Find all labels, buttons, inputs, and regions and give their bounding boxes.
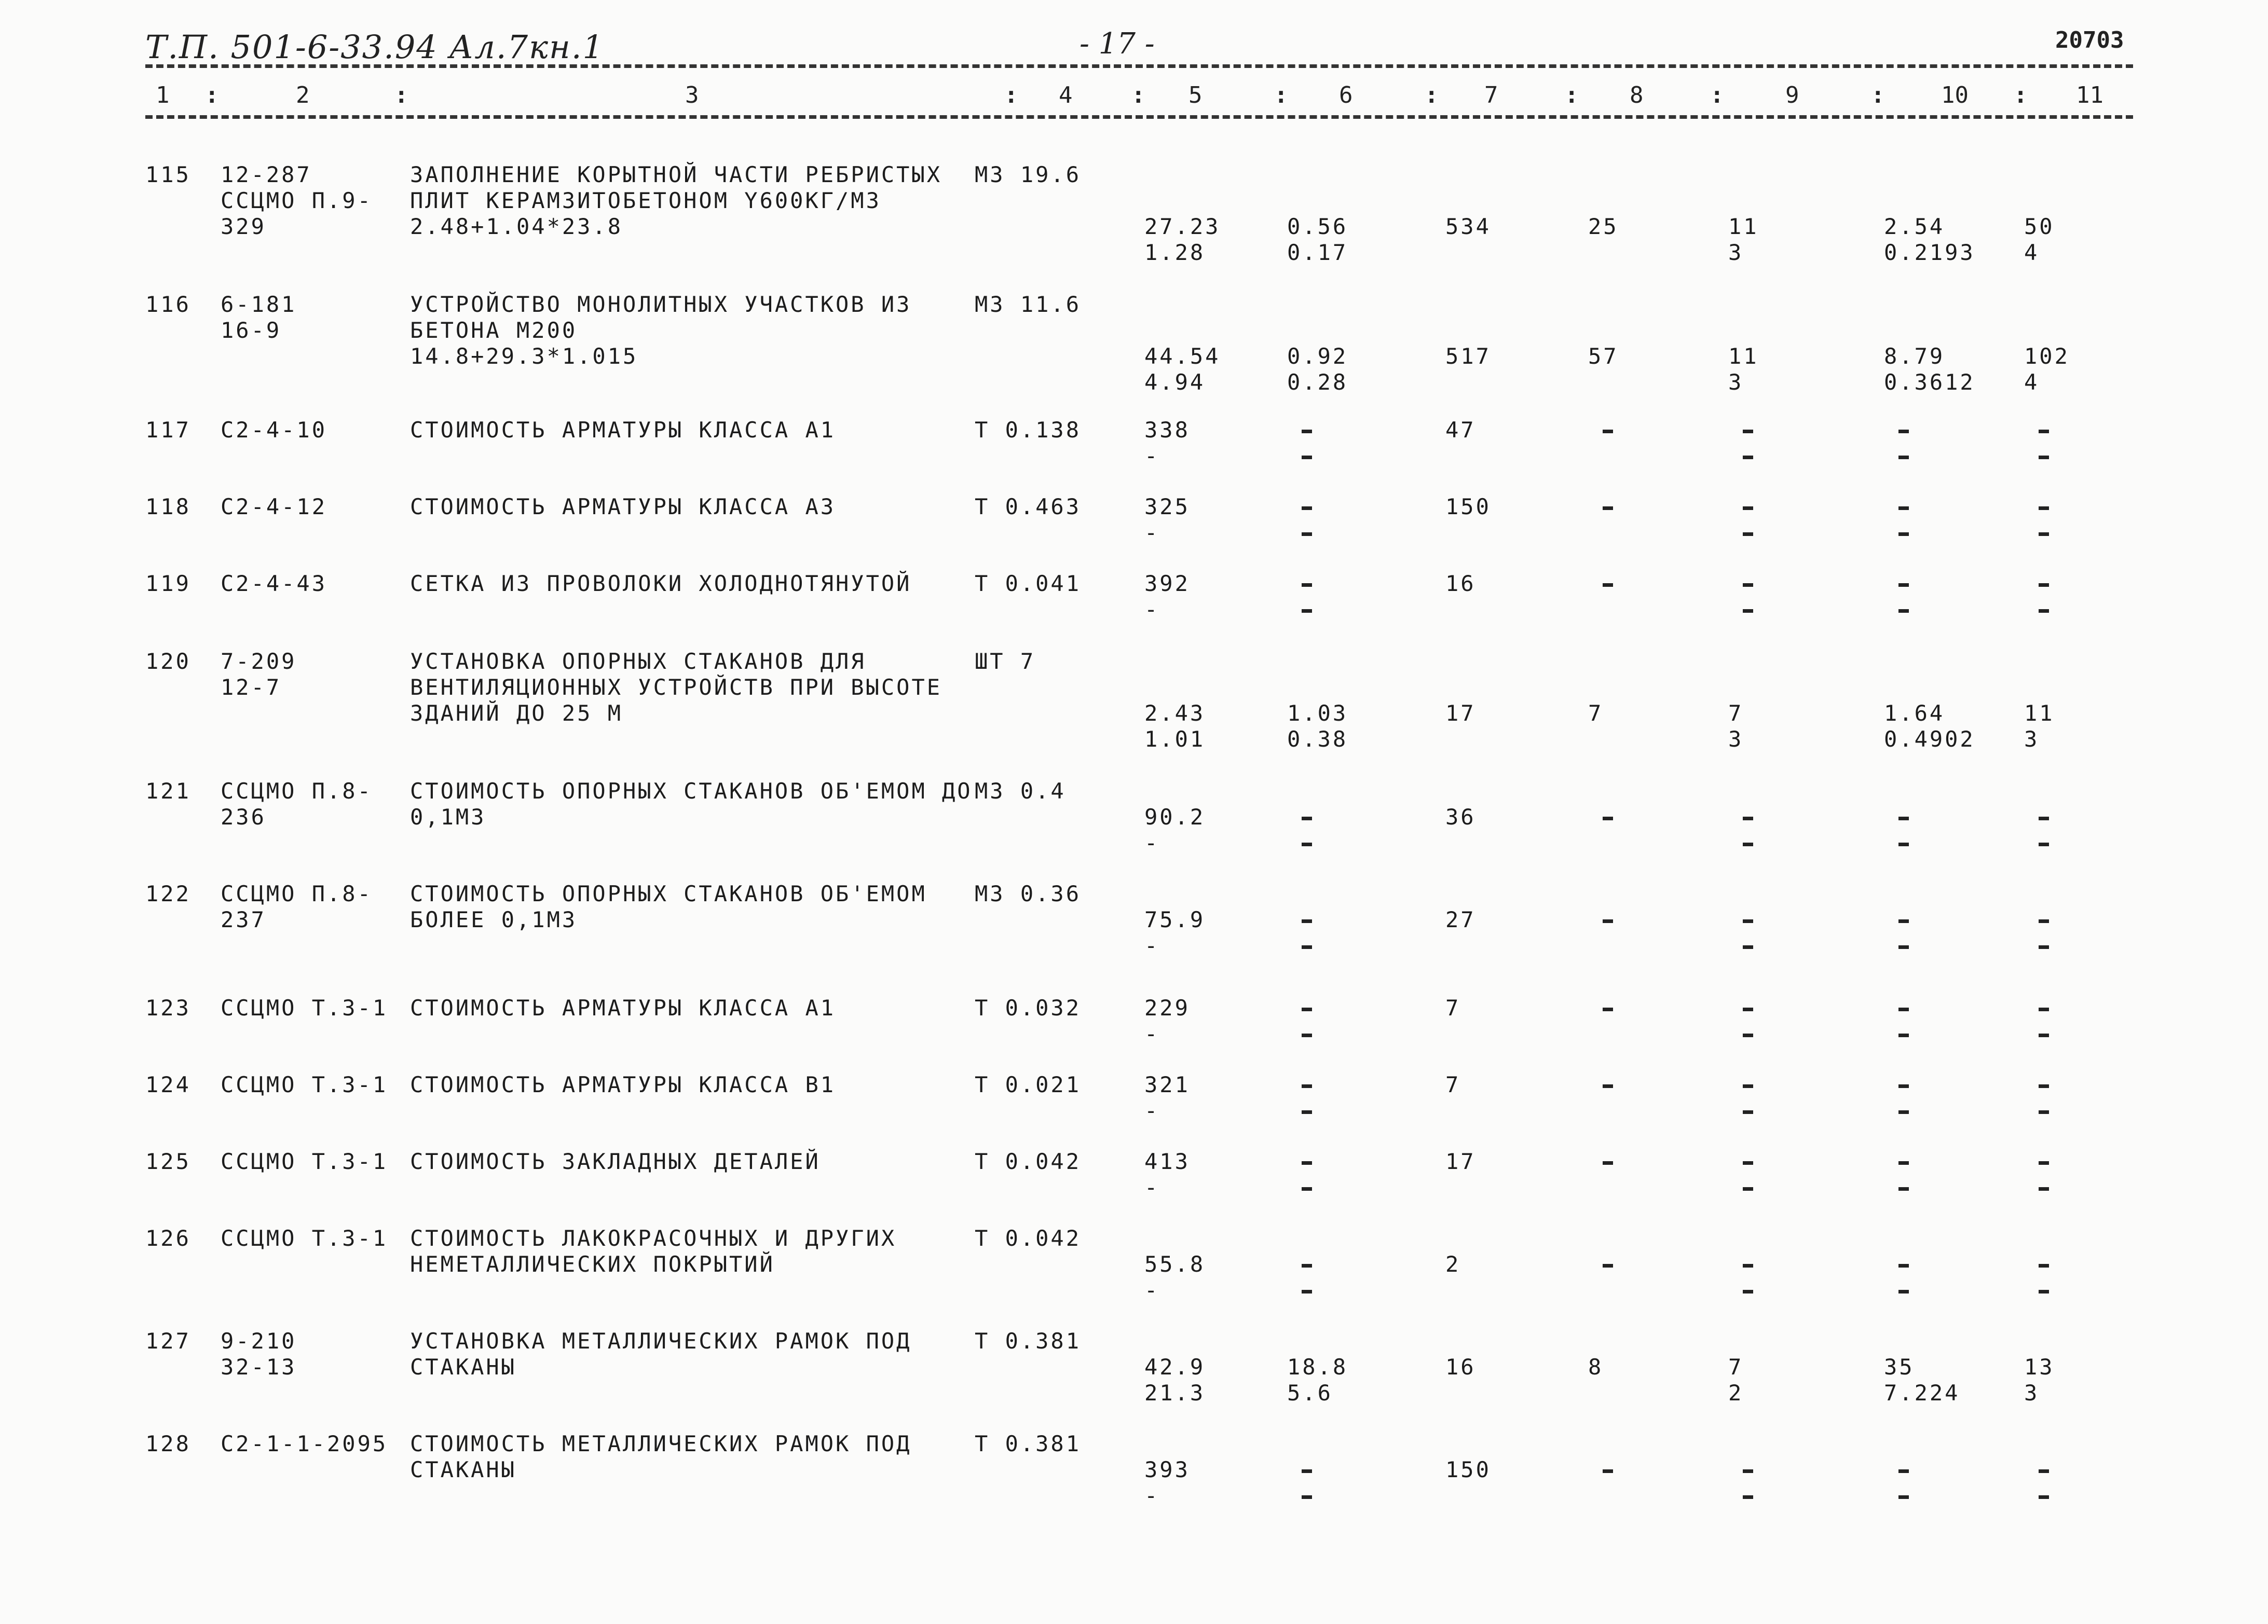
dash-mark <box>2039 430 2049 433</box>
column-separator: : <box>1425 82 1439 108</box>
dash-mark <box>1743 1495 1753 1499</box>
cell-c11: 50 4 <box>2024 214 2055 265</box>
cell-c9: 11 3 <box>1728 214 1759 265</box>
dash-mark <box>1898 532 1909 536</box>
cell-no: 122 <box>145 881 191 906</box>
dash-mark <box>2039 1110 2049 1114</box>
dash-mark <box>1302 919 1312 923</box>
cell-c7: 534 <box>1445 214 1491 239</box>
cell-desc: СТОИМОСТЬ МЕТАЛЛИЧЕСКИХ РАМОК ПОД СТАКАНЫ <box>410 1431 912 1482</box>
column-separator: : <box>2014 82 2028 108</box>
cell-unit: Т 0.463 <box>975 494 1082 519</box>
cell-c7: 2 <box>1445 1251 1461 1277</box>
column-number-6: 6 <box>1339 82 1353 108</box>
dash-mark <box>1743 1469 1753 1473</box>
cell-no: 119 <box>145 571 191 596</box>
dash-mark <box>1743 456 1753 459</box>
dash-mark <box>1898 609 1909 613</box>
column-separator: : <box>1565 82 1579 108</box>
column-number-10: 10 <box>1941 82 1969 108</box>
cell-code: С2-1-1-2095 <box>221 1431 388 1456</box>
cell-c7: 150 <box>1445 494 1491 519</box>
cell-c5: 44.54 4.94 <box>1144 343 1221 395</box>
dash-mark <box>1898 817 1909 820</box>
dash-mark <box>1743 945 1753 949</box>
cell-desc: СТОИМОСТЬ АРМАТУРЫ КЛАССА В1 <box>410 1072 836 1097</box>
cell-c5: 55.8 - <box>1144 1251 1206 1303</box>
cell-c5: 229 - <box>1144 995 1190 1047</box>
cell-no: 127 <box>145 1328 191 1354</box>
cell-c6: 0.92 0.28 <box>1287 343 1348 395</box>
dash-mark <box>1898 1034 1909 1037</box>
cell-desc: СТОИМОСТЬ ОПОРНЫХ СТАКАНОВ ОБ'ЕМОМ БОЛЕЕ 0,1М3 <box>410 881 927 932</box>
dash-mark <box>1743 843 1753 846</box>
dash-mark <box>2039 1084 2049 1088</box>
cell-code: С2-4-10 <box>221 417 327 443</box>
dash-mark <box>2039 1034 2049 1037</box>
dash-mark <box>1743 506 1753 510</box>
column-separator: : <box>205 82 219 108</box>
dash-mark <box>2039 945 2049 949</box>
dash-mark <box>1302 506 1312 510</box>
dash-mark <box>1898 1290 1909 1293</box>
cell-c8: 8 <box>1588 1354 1604 1380</box>
dash-mark <box>1302 945 1312 949</box>
column-number-5: 5 <box>1188 82 1203 108</box>
cell-desc: ЗАПОЛНЕНИЕ КОРЫТНОЙ ЧАСТИ РЕБРИСТЫХ ПЛИТ КЕРАМЗИТОБЕТОНОМ Y600КГ/М3 2.48+1.04*23.8 <box>410 162 942 239</box>
dash-mark <box>1302 1008 1312 1011</box>
cell-code: С2-4-43 <box>221 571 327 596</box>
dash-mark <box>1302 1161 1312 1165</box>
cell-desc: СТОИМОСТЬ АРМАТУРЫ КЛАССА А1 <box>410 995 836 1021</box>
dash-mark <box>1743 1110 1753 1114</box>
cell-c6: 0.56 0.17 <box>1287 214 1348 265</box>
cell-desc: УСТРОЙСТВО МОНОЛИТНЫХ УЧАСТКОВ ИЗ БЕТОНА М200 14.8+29.3*1.015 <box>410 292 912 369</box>
dash-mark <box>1302 1495 1312 1499</box>
cell-desc: СТОИМОСТЬ ОПОРНЫХ СТАКАНОВ ОБ'ЕМОМ ДО 0,1М3 <box>410 778 973 830</box>
cell-no: 126 <box>145 1226 191 1251</box>
cell-desc: СТОИМОСТЬ АРМАТУРЫ КЛАССА А1 <box>410 417 836 443</box>
dash-mark <box>1603 583 1613 587</box>
cell-no: 120 <box>145 649 191 674</box>
cell-code: С2-4-12 <box>221 494 327 519</box>
table-row <box>0 162 2268 265</box>
dash-mark <box>1302 532 1312 536</box>
dash-mark <box>1603 506 1613 510</box>
dash-mark <box>1898 506 1909 510</box>
cell-c5: 321 - <box>1144 1072 1190 1123</box>
cell-unit: Т 0.381 <box>975 1328 1082 1354</box>
cell-unit: Т 0.138 <box>975 417 1082 443</box>
dash-mark <box>1302 1110 1312 1114</box>
cell-code: ССЦМО Т.3-1 <box>221 1072 388 1097</box>
cell-no: 124 <box>145 1072 191 1097</box>
cell-c10: 8.79 0.3612 <box>1884 343 1975 395</box>
dash-mark <box>1743 1264 1753 1268</box>
cell-unit: Т 0.042 <box>975 1149 1082 1174</box>
cell-c5: 2.43 1.01 <box>1144 700 1206 752</box>
dash-mark <box>1898 843 1909 846</box>
dash-mark <box>1898 1264 1909 1268</box>
dash-mark <box>1743 1161 1753 1165</box>
cell-code: 12-287 ССЦМО П.9- 329 <box>221 162 373 239</box>
cell-c5: 325 - <box>1144 494 1190 545</box>
dash-mark <box>1898 1495 1909 1499</box>
dash-mark <box>1898 456 1909 459</box>
dash-mark <box>1743 430 1753 433</box>
dash-mark <box>2039 1187 2049 1191</box>
dash-mark <box>1743 532 1753 536</box>
cell-c6: 18.8 5.6 <box>1287 1354 1348 1406</box>
table-row <box>0 649 2268 752</box>
column-number-8: 8 <box>1630 82 1644 108</box>
dash-mark <box>1898 1008 1909 1011</box>
dash-mark <box>1743 609 1753 613</box>
cell-c6: 1.03 0.38 <box>1287 700 1348 752</box>
cell-c7: 150 <box>1445 1457 1491 1482</box>
column-number-7: 7 <box>1484 82 1498 108</box>
header-rule-bottom <box>145 115 2133 119</box>
cell-c8: 25 <box>1588 214 1619 239</box>
cell-c7: 517 <box>1445 343 1491 369</box>
dash-mark <box>2039 532 2049 536</box>
dash-mark <box>1603 1084 1613 1088</box>
dash-mark <box>1898 1084 1909 1088</box>
cell-no: 117 <box>145 417 191 443</box>
column-separator: : <box>1710 82 1724 108</box>
dash-mark <box>2039 1008 2049 1011</box>
column-number-3: 3 <box>685 82 699 108</box>
dash-mark <box>2039 456 2049 459</box>
dash-mark <box>1302 430 1312 433</box>
dash-mark <box>1743 1084 1753 1088</box>
dash-mark <box>2039 1290 2049 1293</box>
cell-c8: 7 <box>1588 700 1604 726</box>
column-separator: : <box>394 82 408 108</box>
cell-c5: 90.2 - <box>1144 804 1206 856</box>
dash-mark <box>2039 919 2049 923</box>
cell-c10: 35 7.224 <box>1884 1354 1960 1406</box>
cell-code: ССЦМО Т.3-1 <box>221 995 388 1021</box>
cell-c7: 7 <box>1445 1072 1461 1097</box>
table-row <box>0 292 2268 395</box>
cell-code: ССЦМО Т.3-1 <box>221 1149 388 1174</box>
dash-mark <box>1743 1187 1753 1191</box>
cell-c9: 11 3 <box>1728 343 1759 395</box>
dash-mark <box>1302 1187 1312 1191</box>
cell-c7: 16 <box>1445 1354 1476 1380</box>
cell-unit: М3 0.36 <box>975 881 1082 906</box>
dash-mark <box>1743 583 1753 587</box>
dash-mark <box>1743 1034 1753 1037</box>
cell-desc: УСТАНОВКА МЕТАЛЛИЧЕСКИХ РАМОК ПОД СТАКАНЫ <box>410 1328 912 1380</box>
dash-mark <box>1898 583 1909 587</box>
table-row <box>0 1328 2268 1422</box>
column-separator: : <box>1274 82 1288 108</box>
dash-mark <box>1743 919 1753 923</box>
dash-mark <box>1898 1110 1909 1114</box>
cell-desc: СТОИМОСТЬ ЛАКОКРАСОЧНЫХ И ДРУГИХ НЕМЕТАЛЛИЧЕСКИХ ПОКРЫТИЙ <box>410 1226 897 1277</box>
cell-c10: 1.64 0.4902 <box>1884 700 1975 752</box>
column-separator: : <box>1871 82 1885 108</box>
cell-no: 128 <box>145 1431 191 1456</box>
table-row <box>0 1431 2268 1524</box>
cell-code: ССЦМО П.8- 237 <box>221 881 373 932</box>
cell-c5: 393 - <box>1144 1457 1190 1508</box>
cell-unit: М3 0.4 <box>975 778 1066 804</box>
column-number-1: 1 <box>156 82 170 108</box>
dash-mark <box>1603 1161 1613 1165</box>
cell-c5: 42.9 21.3 <box>1144 1354 1206 1406</box>
cell-unit: Т 0.021 <box>975 1072 1082 1097</box>
cell-unit: М3 19.6 <box>975 162 1082 187</box>
dash-mark <box>2039 817 2049 820</box>
cell-unit: ШТ 7 <box>975 649 1036 674</box>
dash-mark <box>1302 583 1312 587</box>
dash-mark <box>1743 1290 1753 1293</box>
dash-mark <box>2039 1264 2049 1268</box>
dash-mark <box>1743 817 1753 820</box>
cell-unit: Т 0.032 <box>975 995 1082 1021</box>
cell-no: 123 <box>145 995 191 1021</box>
cell-c7: 36 <box>1445 804 1476 830</box>
dash-mark <box>1302 1034 1312 1037</box>
cell-desc: УСТАНОВКА ОПОРНЫХ СТАКАНОВ ДЛЯ ВЕНТИЛЯЦИОННЫХ УСТРОЙСТВ ПРИ ВЫСОТЕ ЗДАНИЙ ДО 25 М <box>410 649 942 726</box>
cell-no: 116 <box>145 292 191 317</box>
dash-mark <box>1302 456 1312 459</box>
cell-code: 6-181 16-9 <box>221 292 297 343</box>
dash-mark <box>1302 1264 1312 1268</box>
dash-mark <box>1898 430 1909 433</box>
dash-mark <box>2039 1495 2049 1499</box>
dash-mark <box>1302 609 1312 613</box>
dash-mark <box>1603 430 1613 433</box>
cell-c11: 102 4 <box>2024 343 2070 395</box>
cell-no: 115 <box>145 162 191 187</box>
cell-c7: 16 <box>1445 571 1476 596</box>
cell-c8: 57 <box>1588 343 1619 369</box>
dash-mark <box>2039 1469 2049 1473</box>
cell-c5: 392 - <box>1144 571 1190 622</box>
cell-no: 125 <box>145 1149 191 1174</box>
dash-mark <box>2039 1161 2049 1165</box>
table-row <box>0 1226 2268 1319</box>
cell-unit: Т 0.042 <box>975 1226 1082 1251</box>
dash-mark <box>1302 1469 1312 1473</box>
dash-mark <box>1603 919 1613 923</box>
cell-unit: Т 0.381 <box>975 1431 1082 1456</box>
dash-mark <box>2039 609 2049 613</box>
column-number-4: 4 <box>1059 82 1073 108</box>
cell-unit: М3 11.6 <box>975 292 1082 317</box>
dash-mark <box>1302 1084 1312 1088</box>
cell-c7: 27 <box>1445 907 1476 932</box>
cell-no: 121 <box>145 778 191 804</box>
document-designation: Т.П. 501-6-33.94 Ал.7кн.1 <box>145 28 605 66</box>
dash-mark <box>1302 843 1312 846</box>
cell-c9: 7 2 <box>1728 1354 1744 1406</box>
sheet-code: 20703 <box>2055 27 2124 53</box>
dash-mark <box>1603 1264 1613 1268</box>
dash-mark <box>2039 583 2049 587</box>
header-rule-top <box>145 64 2133 68</box>
page-number: - 17 - <box>1080 27 1155 61</box>
column-number-2: 2 <box>296 82 310 108</box>
cell-c10: 2.54 0.2193 <box>1884 214 1975 265</box>
cell-c5: 75.9 - <box>1144 907 1206 958</box>
table-row <box>0 778 2268 872</box>
cell-no: 118 <box>145 494 191 519</box>
dash-mark <box>1302 817 1312 820</box>
cell-c11: 13 3 <box>2024 1354 2055 1406</box>
dash-mark <box>1603 1008 1613 1011</box>
dash-mark <box>2039 506 2049 510</box>
dash-mark <box>1603 1469 1613 1473</box>
cell-code: 9-210 32-13 <box>221 1328 297 1380</box>
cell-c7: 17 <box>1445 1149 1476 1174</box>
cell-desc: СТОИМОСТЬ ЗАКЛАДНЫХ ДЕТАЛЕЙ <box>410 1149 821 1174</box>
cell-c7: 47 <box>1445 417 1476 443</box>
cell-code: 7-209 12-7 <box>221 649 297 700</box>
cell-c5: 338 - <box>1144 417 1190 469</box>
dash-mark <box>1743 1008 1753 1011</box>
cell-c5: 413 - <box>1144 1149 1190 1200</box>
dash-mark <box>1898 1469 1909 1473</box>
dash-mark <box>1603 817 1613 820</box>
cell-desc: СТОИМОСТЬ АРМАТУРЫ КЛАССА А3 <box>410 494 836 519</box>
cell-desc: СЕТКА ИЗ ПРОВОЛОКИ ХОЛОДНОТЯНУТОЙ <box>410 571 912 596</box>
cell-code: ССЦМО Т.3-1 <box>221 1226 388 1251</box>
dash-mark <box>1898 1187 1909 1191</box>
column-number-9: 9 <box>1785 82 1799 108</box>
dash-mark <box>2039 843 2049 846</box>
cell-code: ССЦМО П.8- 236 <box>221 778 373 830</box>
dash-mark <box>1898 945 1909 949</box>
cell-c11: 11 3 <box>2024 700 2055 752</box>
table-row <box>0 881 2268 974</box>
dash-mark <box>1898 919 1909 923</box>
cell-c9: 7 3 <box>1728 700 1744 752</box>
dash-mark <box>1302 1290 1312 1293</box>
cell-c7: 7 <box>1445 995 1461 1021</box>
cell-unit: Т 0.041 <box>975 571 1082 596</box>
column-number-11: 11 <box>2076 82 2103 108</box>
column-separator: : <box>1131 82 1145 108</box>
dash-mark <box>1898 1161 1909 1165</box>
cell-c7: 17 <box>1445 700 1476 726</box>
cell-c5: 27.23 1.28 <box>1144 214 1221 265</box>
column-separator: : <box>1004 82 1018 108</box>
